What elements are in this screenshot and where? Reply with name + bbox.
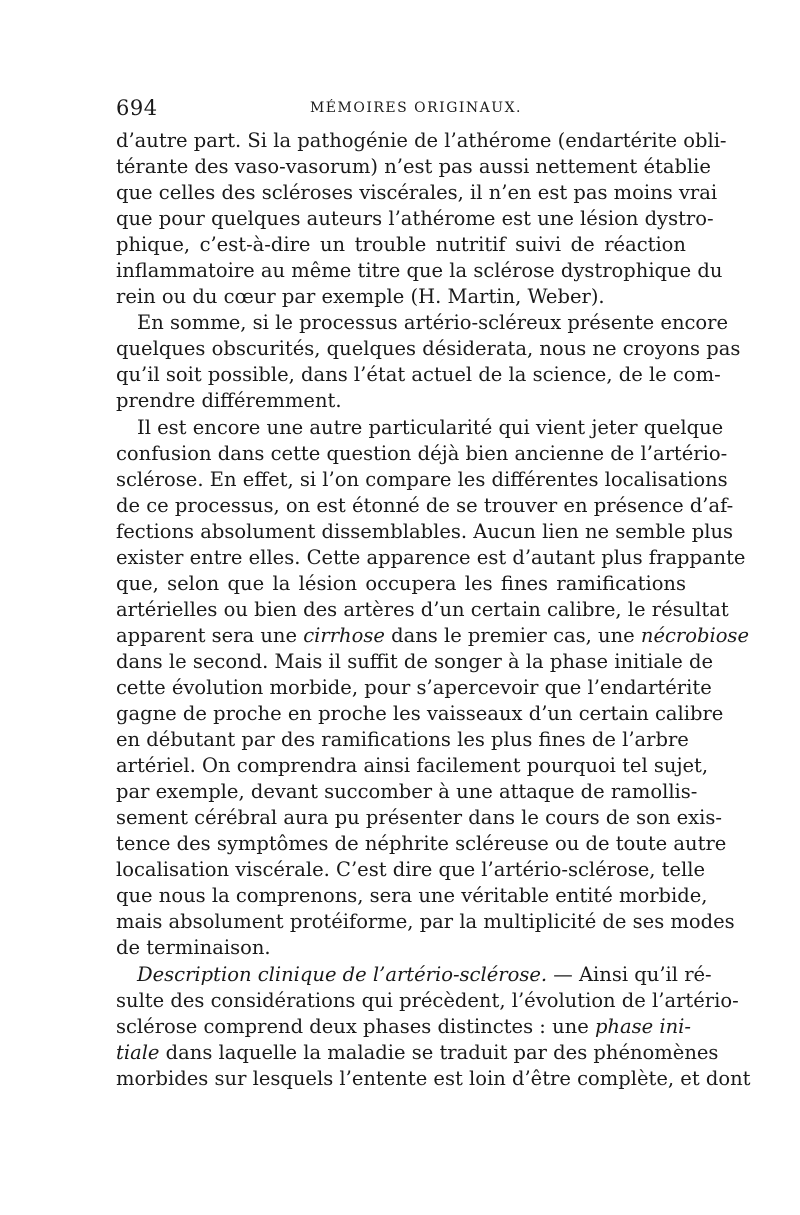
text-line: de ce processus, on est étonné de se trouver en présence d’af- — [116, 493, 734, 517]
text-line: phique, c’est-à-dire un trouble nutritif suivi de réaction — [116, 233, 686, 257]
text-line: d’autre part. Si la pathogénie de l’athérome (endartérite obli- — [116, 129, 727, 152]
text-line: que celles des scléroses viscérales, il n’en est pas moins vrai — [116, 181, 718, 205]
text-line: inflammatoire au même titre que la sclérose dystrophique du — [116, 259, 723, 283]
text-segment: dans le premier cas, une — [384, 623, 641, 647]
text-line: cette évolution morbide, pour s’apercevoir que l’endartérite — [116, 675, 712, 699]
text-line: sulte des considérations qui précèdent, l’évolution de l’artério- — [116, 988, 739, 1012]
text-line: dans le second. Mais il suffit de songer à la phase initiale de — [116, 649, 713, 673]
text-line-mixed — [116, 962, 712, 988]
text-line: sement cérébral aura pu présenter dans le cours de son exis- — [116, 806, 722, 830]
body-text — [116, 128, 751, 1092]
text-line: térante des vaso-vasorum) n’est pas aussi nettement établie — [116, 155, 711, 179]
text-line: qu’il soit possible, dans l’état actuel de la science, de le com- — [116, 363, 721, 387]
text-line: morbides sur lesquels l’entente est loin d’être complète, et dont — [116, 1066, 751, 1090]
running-header — [116, 96, 686, 120]
text-line: que pour quelques auteurs l’athérome est une lésion dystro- — [116, 207, 714, 231]
text-segment: — Ainsi qu’il ré- — [547, 962, 712, 986]
page-number: 694 — [116, 96, 158, 120]
text-line: artériel. On comprendra ainsi facilement pourquoi tel sujet, — [116, 754, 709, 778]
text-line-mixed — [116, 1040, 719, 1066]
text-segment: apparent sera une — [116, 623, 304, 647]
section-heading-italic: Description clinique de l’artério-sclérose. — [137, 962, 548, 986]
text-line: tence des symptômes de néphrite scléreuse ou de toute autre — [116, 832, 727, 856]
italic-term-necrobiose: nécrobiose — [640, 623, 749, 647]
text-line: rein ou du cœur par exemple (H. Martin, Weber). — [116, 285, 605, 309]
text-line: gagne de proche en proche les vaisseaux d’un certain calibre — [116, 702, 724, 726]
text-line: quelques obscurités, quelques désiderata, nous ne croyons pas — [116, 337, 741, 361]
text-line: fections absolument dissemblables. Aucun lien ne semble plus — [116, 519, 734, 543]
italic-term-tiale: tiale — [116, 1040, 160, 1064]
text-line: exister entre elles. Cette apparence est d’autant plus frappante — [116, 545, 746, 569]
text-line-mixed — [116, 1014, 691, 1040]
text-segment: dans laquelle la maladie se traduit par des phénomènes — [159, 1040, 719, 1064]
text-line: par exemple, devant succomber à une attaque de ramollis- — [116, 780, 698, 804]
text-line: que nous la comprenons, sera une véritable entité morbide, — [116, 884, 708, 908]
header-title: MÉMOIRES ORIGINAUX. — [309, 100, 523, 116]
text-line: confusion dans cette question déjà bien ancienne de l’artério- — [116, 441, 728, 465]
text-line: sclérose. En effet, si l’on compare les différentes localisations — [116, 467, 728, 491]
italic-term-phase-initiale: phase ini- — [594, 1014, 691, 1038]
italic-term-cirrhose: cirrhose — [303, 623, 385, 647]
text-line: en débutant par des ramifications les plus fines de l’arbre — [116, 728, 689, 752]
text-line: En somme, si le processus artério-scléreux présente encore — [137, 311, 729, 335]
text-line: mais absolument protéiforme, par la multiplicité de ses modes — [116, 910, 735, 934]
text-line: prendre différemment. — [116, 389, 342, 413]
text-line-mixed — [116, 623, 749, 649]
text-line: que, selon que la lésion occupera les fines ramifications — [116, 571, 686, 595]
text-line: de terminaison. — [116, 936, 271, 960]
text-line: Il est encore une autre particularité qui vient jeter quelque — [137, 415, 724, 439]
text-line: localisation viscérale. C’est dire que l’artério-sclérose, telle — [116, 858, 706, 882]
text-line: artérielles ou bien des artères d’un certain calibre, le résultat — [116, 597, 729, 621]
text-segment: sclérose comprend deux phases distinctes : une — [116, 1014, 595, 1038]
